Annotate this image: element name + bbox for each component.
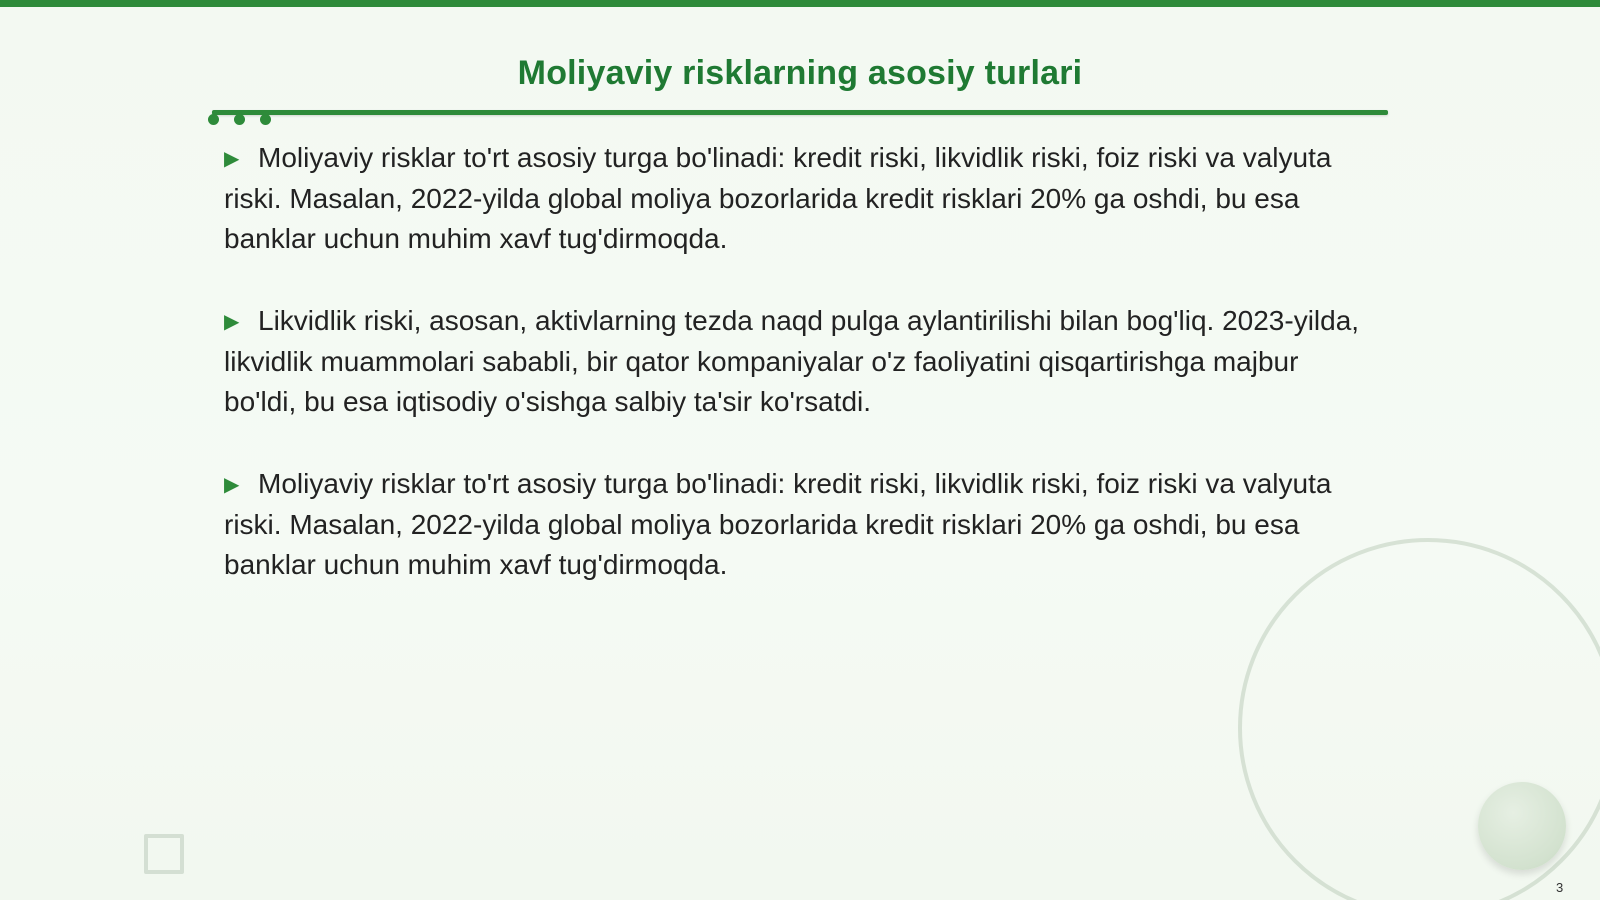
bullet-text: Moliyaviy risklar to'rt asosiy turga bo'linadi: kredit riski, likvidlik riski, foiz riski va valyuta riski. Masalan, 2022-yilda global moliya bozorlarida kredit risklari 20% ga oshdi, bu esa banklar uchun muhim xavf tug'dirmoqda. [224,468,1332,580]
triangle-bullet-icon: ▶ [224,474,240,496]
bullet-text: Moliyaviy risklar to'rt asosiy turga bo'linadi: kredit riski, likvidlik riski, foiz riski va valyuta riski. Masalan, 2022-yilda global moliya bozorlarida kredit risklari 20% ga oshdi, bu esa banklar uchun muhim xavf tug'dirmoqda. [224,142,1332,254]
bullet-item [224,464,1364,585]
bullet-text: Likvidlik riski, asosan, aktivlarning tezda naqd pulga aylantirilishi bilan bog'liq. 2023-yilda, likvidlik muammolari sababli, bir qator kompaniyalar o'z faoliyatini qisqartirishga majbur bo'ldi, bu esa iqtisodiy o'sishga salbiy ta'sir ko'rsatdi. [224,305,1360,417]
triangle-bullet-icon: ▶ [224,311,240,333]
bullet-item [224,138,1364,259]
decorative-ball [1478,782,1566,870]
bullet-item [224,301,1364,422]
title-underline [212,110,1388,115]
slide-title: Moliyaviy risklarning asosiy turlari [517,54,1083,92]
decorative-dot [234,114,245,125]
top-accent-bar [0,0,1600,7]
bullet-list [224,138,1364,627]
page-number: 3 [1556,880,1564,895]
decorative-dot [260,114,271,125]
decorative-square [144,834,184,874]
triangle-bullet-icon: ▶ [224,148,240,170]
decorative-dot [208,114,219,125]
